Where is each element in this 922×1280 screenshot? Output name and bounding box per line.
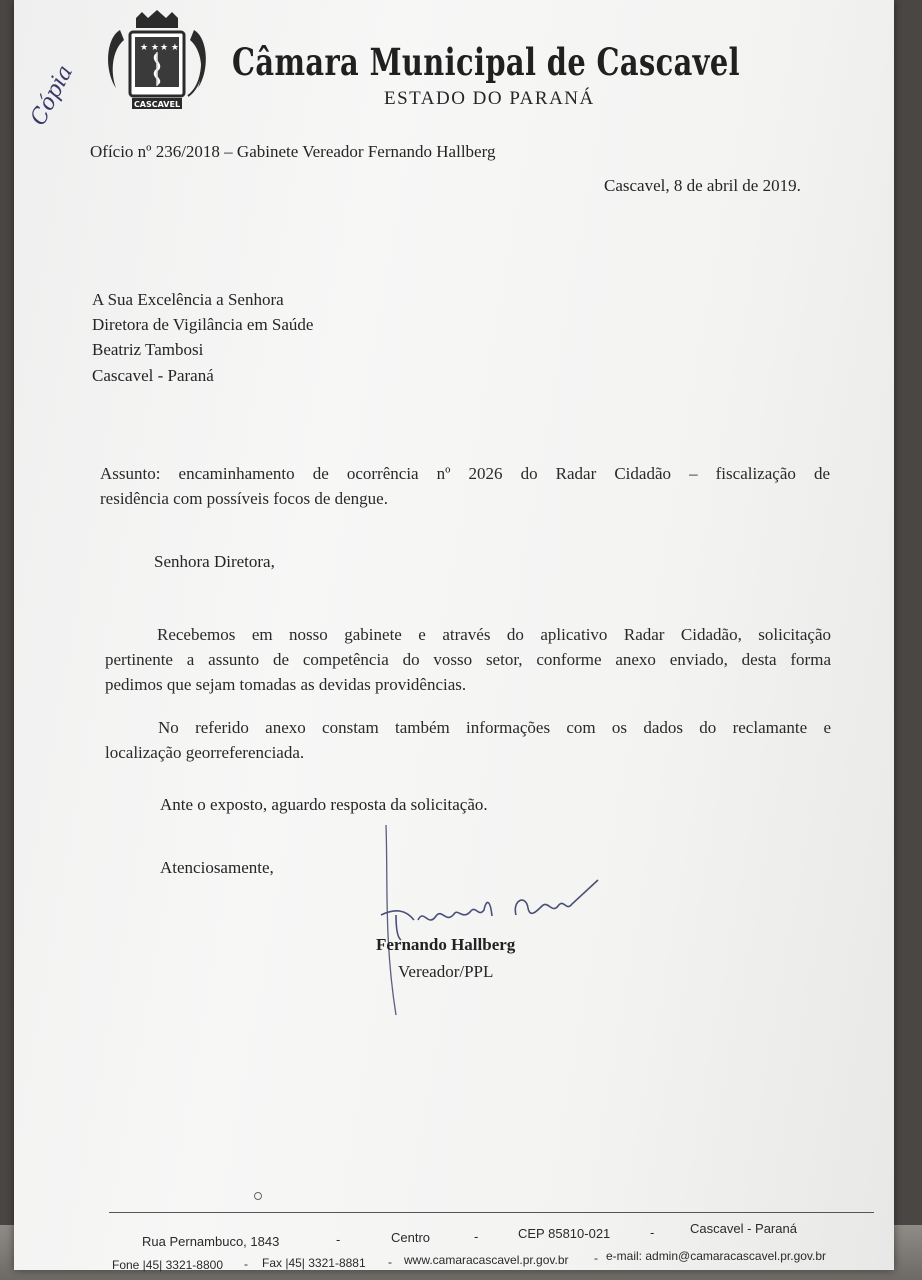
paragraph-1-line-2: pertinente a assunto de competência do vosso setor, conforme anexo enviado, desta forma (105, 650, 831, 669)
footer-cep: CEP 85810-021 (518, 1226, 611, 1241)
footer-email: e-mail: admin@camaracascavel.pr.gov.br (606, 1249, 827, 1263)
signatory-name: Fernando Hallberg (376, 935, 516, 954)
footer-phone: Fone |45| 3321-8800 (112, 1258, 223, 1272)
footer-city: Cascavel - Paraná (690, 1221, 797, 1236)
svg-text:★ ★: ★ ★ (140, 43, 159, 53)
footer-fax: Fax |45| 3321-8881 (262, 1256, 366, 1270)
paragraph-2-line-1: No referido anexo constam também informações com os dados do reclamante e (158, 718, 831, 737)
paragraph-2-line-2: localização georreferenciada. (105, 743, 305, 762)
paper-mark (254, 1192, 262, 1200)
paragraph-1 (105, 622, 831, 697)
footer-separator-1: - (336, 1232, 341, 1247)
recipient-line-1: A Sua Excelência a Senhora (92, 290, 284, 309)
coat-of-arms-icon (102, 10, 212, 116)
institution-title: Câmara Municipal de Cascavel (232, 40, 740, 84)
letter-page (14, 0, 894, 1270)
subject-line-2: residência com possíveis focos de dengue. (100, 489, 388, 508)
state-subtitle: ESTADO DO PARANÁ (384, 88, 595, 109)
recipient-city: Cascavel - Paraná (92, 366, 214, 385)
footer-street: Rua Pernambuco, 1843 (142, 1234, 280, 1249)
paragraph-3: Ante o exposto, aguardo resposta da solicitação. (160, 795, 488, 814)
subject-block (100, 461, 830, 511)
footer-district: Centro (391, 1230, 431, 1245)
svg-text:★ ★: ★ ★ (160, 43, 179, 53)
signature-icon (366, 820, 606, 1020)
recipient-line-2: Diretora de Vigilância em Saúde (92, 315, 314, 334)
handwritten-copy-mark: Cópia (26, 61, 79, 130)
footer-website: www.camaracascavel.pr.gov.br (404, 1253, 569, 1267)
footer-separator-6: - (594, 1251, 598, 1265)
footer-separator-5: - (388, 1255, 392, 1269)
paragraph-2 (105, 715, 831, 765)
signatory-title: Vereador/PPL (398, 962, 494, 981)
footer-divider (109, 1212, 874, 1213)
subject-line-1: Assunto: encaminhamento de ocorrência nº 2026 do Radar Cidadão – fiscalização de (100, 464, 830, 483)
svg-text:CASCAVEL: CASCAVEL (133, 100, 181, 109)
salutation: Senhora Diretora, (154, 552, 275, 571)
footer-separator-2: - (474, 1229, 479, 1244)
paragraph-1-line-3: pedimos que sejam tomadas as devidas providências. (105, 675, 467, 694)
footer-separator-3: - (650, 1225, 655, 1240)
closing: Atenciosamente, (160, 858, 274, 877)
paragraph-1-line-1: Recebemos em nosso gabinete e através do aplicativo Radar Cidadão, solicitação (157, 625, 831, 644)
reference-line: Ofício nº 236/2018 – Gabinete Vereador Fernando Hallberg (90, 142, 496, 161)
recipient-name: Beatriz Tambosi (92, 340, 204, 359)
footer-separator-4: - (244, 1257, 248, 1271)
letter-date: Cascavel, 8 de abril de 2019. (604, 176, 801, 195)
